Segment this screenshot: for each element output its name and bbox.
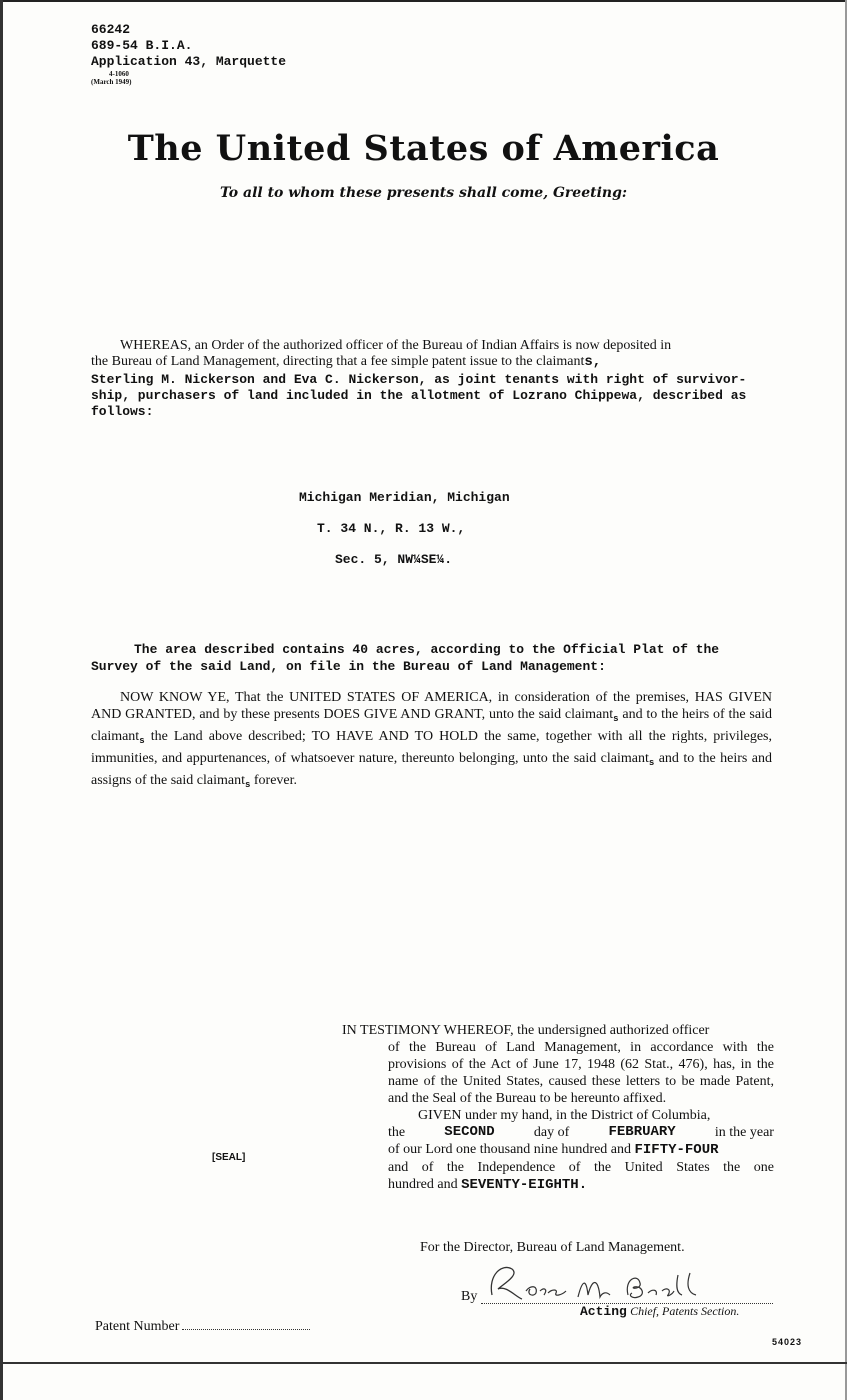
signature-scribble <box>482 1255 722 1305</box>
whereas-line-2 <box>91 354 772 370</box>
independence-value: SEVENTY-EIGHTH. <box>461 1177 588 1193</box>
land-description <box>299 490 510 583</box>
plural-s-1: s <box>613 714 619 724</box>
area-text: The area described contains 40 acres, according to the Official Plat of the Survey of the said Land, on file in the Bureau of Land Management: <box>91 642 720 674</box>
whereas-text: the Bureau of Land Management, directing that a fee simple patent issue to the claimant <box>91 354 585 369</box>
year-line <box>342 1141 774 1159</box>
director-line: For the Director, Bureau of Land Management. <box>420 1240 685 1255</box>
whereas-line-1: WHEREAS, an Order of the authorized officer of the Bureau of Indian Affairs is now deposited in <box>120 338 672 353</box>
hundred-and-text: hundred and <box>388 1177 458 1192</box>
the-word: the <box>388 1125 406 1140</box>
testimony-line-1: IN TESTIMONY WHEREOF, the undersigned authorized officer <box>342 1023 710 1038</box>
patent-number-field <box>95 1319 310 1335</box>
township-range: T. 34 N., R. 13 W., <box>317 521 466 536</box>
form-number: 4-1060 <box>109 70 129 78</box>
file-number: 66242 <box>91 22 131 37</box>
grant-text-2: and to the heirs of the said claimant <box>91 707 772 744</box>
day-value: SECOND <box>444 1124 495 1140</box>
form-date: (March 1949) <box>91 78 132 86</box>
plural-s-3: s <box>648 758 655 768</box>
plural-s-4: s <box>244 780 251 790</box>
patent-number-label: Patent Number <box>95 1319 180 1334</box>
grant-text-4: and to the heirs and assigns of the said claimant <box>91 751 772 788</box>
by-label: By <box>461 1289 478 1304</box>
independence-line: and of the Independence of the United States the one <box>388 1160 774 1175</box>
given-line: GIVEN under my hand, in the District of Columbia, <box>418 1108 711 1123</box>
testimony-body: of the Bureau of Land Management, in accordance with the provisions of the Act of June 17, 1948 (62 Stat., 476), has, in the name of the United States, caused these letters to be made Patent, and the Seal of the Bureau to be hereunto affixed. <box>388 1040 774 1106</box>
patent-number-blank <box>182 1328 310 1330</box>
document-title: The United States of America <box>127 128 720 169</box>
application-reference: Application 43, Marquette <box>91 54 287 69</box>
year-value: FIFTY-FOUR <box>634 1142 719 1158</box>
file-header <box>91 22 286 86</box>
claimant-names: Sterling M. Nickerson and Eva C. Nickerson, as joint tenants with right of survivor-ship, purchasers of land included in the allotment of Lozrano Chippewa, described as follows: <box>91 372 747 419</box>
stamp-number: 54023 <box>772 1337 803 1347</box>
section: Sec. 5, NW¼SE¼. <box>335 552 453 567</box>
now-know-ye-paragraph <box>91 689 772 794</box>
chief-title: Chief, Patents Section. <box>630 1304 740 1318</box>
grant-text-1: NOW KNOW YE, That the UNITED STATES OF AMERICA, in consideration of the premises, HAS GIVEN AND GRANTED, and by these presents DOES GIVE AND GRANT, unto the said claimant <box>91 690 772 722</box>
page-border-left <box>0 0 3 1400</box>
seal-mark: [SEAL] <box>212 1152 246 1163</box>
page-border-top <box>0 0 847 6</box>
day-of-word: day of <box>533 1125 570 1140</box>
grant-text-3: the Land above described; TO HAVE AND TO HOLD the same, together with all the rights, privileges, immunities, and appurtenances, of whatsoever nature, thereunto belonging, unto the said claimant <box>91 729 772 766</box>
signer-title <box>580 1303 739 1319</box>
testimony-block <box>342 1022 774 1194</box>
month-value: FEBRUARY <box>608 1124 676 1140</box>
bia-number: 689-54 B.I.A. <box>91 38 193 53</box>
area-statement <box>91 641 772 675</box>
in-year-word: in the year <box>714 1125 774 1140</box>
plural-s-2: s <box>139 736 145 746</box>
claimant-plural-mark: s, <box>584 354 602 370</box>
date-line <box>342 1124 774 1141</box>
page-border-bottom <box>0 1362 847 1370</box>
grant-text-5: forever. <box>250 773 298 788</box>
acting-label: Acting <box>580 1304 627 1319</box>
lord-text: of our Lord one thousand nine hundred and <box>388 1142 631 1157</box>
meridian: Michigan Meridian, Michigan <box>299 490 510 505</box>
greeting: To all to whom these presents shall come, Greeting: <box>219 185 628 201</box>
independence-year-line <box>342 1176 774 1194</box>
